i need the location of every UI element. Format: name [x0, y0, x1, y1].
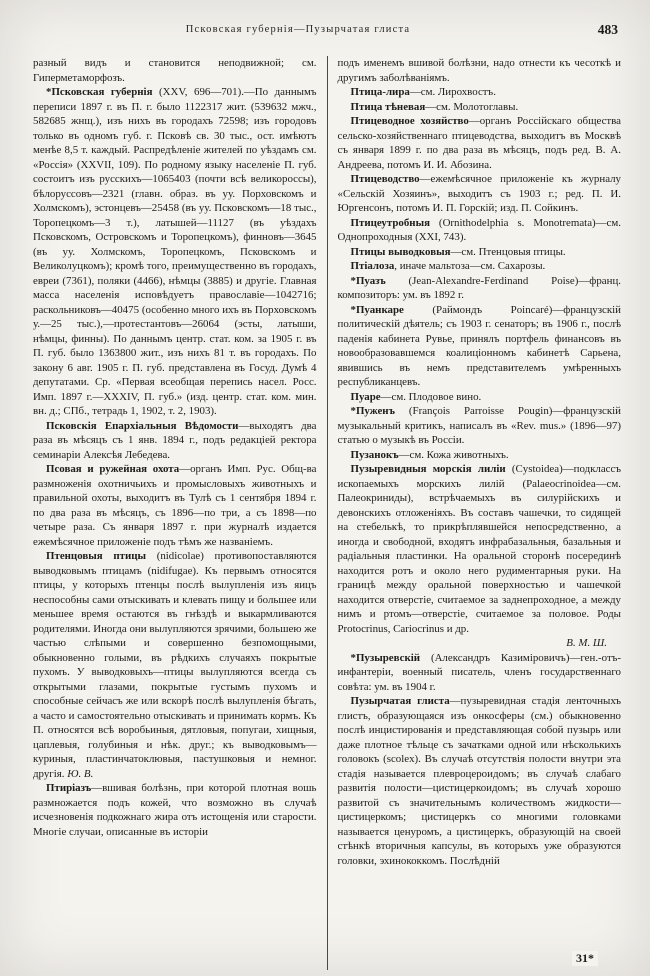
entry-paragraph: *Пуженъ (François Parroisse Pougin)—французскій музыкальный критикъ, написалъ въ «Rev. mus.» (1896—97) статью о музыкѣ въ Россіи. [337, 405, 621, 446]
entry-term: Пузыревидныя морскія лиліи [350, 463, 506, 475]
entry-paragraph: Птиріазъ—вшивая болѣзнь, при которой плотная вошь размножается подъ кожей, что возможно въ случаѣ исчезновенія подкожнаго жира отъ истощенія или старости. Многіе случаи, описанные въ исторіи [33, 782, 317, 838]
text-columns [33, 56, 621, 970]
left-column [33, 56, 328, 970]
right-column [328, 56, 622, 970]
entry-paragraph: Псовая и ружейная охота—органъ Имп. Рус. Общ-ва размноженія охотничьихъ и промысловыхъ животныхъ и правильной охоты, выходитъ въ Тулѣ съ 1 сентября 1894 г. по два раза въ мѣсяцъ, съ 1896—по три, а съ 1898—по четыре раза. Съ января 1897 г. при журналѣ издается ежемѣсячное приложеніе подъ тѣмъ же названіемъ. [33, 463, 317, 548]
entry-term: Птицеводство [350, 173, 420, 185]
entry-term: Псовая и ружейная охота [46, 463, 180, 475]
page-number: 483 [597, 22, 618, 37]
author-initials: В. М. Ш. [566, 637, 607, 649]
entry-paragraph: *Пузыревскій (Александръ Казиміровичъ)—ген.-отъ-инфантеріи, военный писатель, членъ государственнаго совѣта: ум. въ 1904 г. [337, 651, 621, 693]
entry-term: Птиріазъ [46, 782, 92, 794]
entry-term: Пуаре [350, 390, 381, 403]
author-initials: Ю. В. [64, 767, 94, 780]
printers-signature-mark: 31* [572, 951, 598, 966]
continuation-paragraph: разный видъ и становится неподвижной; см. Гиперметаморфозъ. [33, 57, 317, 84]
entry-term: Птица-лира [350, 86, 410, 98]
entry-paragraph: *Пуазъ (Jean-Alexandre-Ferdinand Poise)—франц. композиторъ: ум. въ 1892 г. [337, 274, 621, 301]
entry-term: *Пуанкаре [350, 303, 404, 316]
entry-paragraph: Пуаре—см. Плодовое вино. [350, 390, 482, 403]
entry-paragraph: Пузанокъ—см. Кожа животныхъ. [350, 448, 509, 461]
entry-term: *Пуженъ [350, 405, 395, 417]
entry-paragraph: Птіалоза, иначе мальтоза—см. Сахарозы. [350, 260, 546, 272]
running-title: Псковская губернія—Пузырчатая глиста [185, 24, 411, 35]
entry-paragraph: Птицеводство—ежемѣсячное приложеніе къ журналу «Сельскій Хозяинъ», выходитъ съ 1903 г.; ред. П. И. Юргенсонъ, потомъ И. П. Горскій; изд. П. Сойкинъ. [337, 173, 621, 214]
entry-term: Птицеводное хозяйство [350, 115, 469, 127]
entry-paragraph: Птицеутробныя (Ornithodelphia s. Monotremata)—см. Однопроходныя (XXI, 743). [337, 216, 621, 243]
entry-paragraph: Птица тѣневая—см. Молотоглавы. [350, 100, 519, 113]
entry-term: Птицеутробныя [350, 216, 430, 229]
entry-term: Птіалоза [350, 260, 395, 272]
entry-term: Птенцовыя птицы [46, 550, 147, 562]
entry-term: Пузанокъ [350, 448, 399, 461]
entry-term: Птица тѣневая [350, 100, 426, 113]
entry-paragraph: Пузыревидныя морскія лиліи (Cystoidea)—подклассъ ископаемыхъ морскихъ лилій (Palaeocrinoidea—см. Палеокриниды), встрѣчаемыхъ въ силурійскихъ и девонскихъ отложеніяхъ. Въ составъ чашечки, то сидящей на стебелькѣ, то прикрѣплявшейся непосредственно, а иногда и свободной, входятъ инфрабазальныя, базальныя и радіальныя пластинки. На оральной сторонѣ посерединѣ находится ротъ и около него рудиментарныя руки. На границѣ между оральной поверхностью и чашечкой находится отверстіе, считаемое за заднепроходное, а между нимъ и ртомъ—отверстіе, считаемое за половое. Роды Protocrinus, Cariocrinus и др. [337, 463, 621, 635]
entry-paragraph: Пузырчатая глиста—пузыревидная стадія ленточныхъ глистъ, образующаяся изъ онкосферы (см.) обыкновенно послѣ инцистированія и представляющая собой пузырь или даже плотное тѣльце съ зачатками одной или нѣсколькихъ головокъ (scolex). Въ случаѣ отсутствія полости внутри эта стадія называется плевроцероидомъ; въ случаѣ слабаго развитія полости—цистицеркоидомъ; въ случаѣ хорошо развитой съ значительнымъ количествомъ жидкости—цистицеркомъ; цистицеркъ со многими головками называется ценуромъ, а цистицеркъ, образующій на своей стѣнкѣ вторичныя капсулы, въ которыхъ уже образуются головки, эхинококкомъ. Послѣдній [337, 695, 621, 867]
entry-paragraph: Птица-лира—см. Лирохвостъ. [350, 86, 496, 98]
entry-term: *Псковская губернія [46, 86, 153, 98]
entry-paragraph: *Псковская губернія (XXV, 696—701).—По даннымъ переписи 1897 г. въ П. г. было 1122317 жит. (539632 мжч., 582685 жнщ.), изъ нихъ въ городахъ 72598; изъ городовъ только въ одномъ губ. г. Псковѣ св. 30 тыс., ост. имѣютъ менѣе 8,5 т. каждый. Распредѣленіе жителей по уѣздамъ см. «Россія» (XXVII, 109). По родному языку населеніе П. губ. состоитъ изъ русскихъ—1065403 (почти всѣ великороссы), бѣлоруссовъ—2321 (главн. образ. въ уу. Порховскомъ и Холмскомъ), эстонцевъ—25458 (въ уу. Псковскомъ—18 тыс., Торопецкомъ—3 т.), латышей—11127 (въ уѣздахъ Псковскомъ, Островскомъ и Торопецкомъ), финновъ—3645 (въ уу. Холмскомъ, Торопецкомъ, Псковскомъ и Великолуцкомъ); кромѣ того, преимущественно въ городахъ, евреи (7361), поляки (4466), нѣмцы (3885) и другіе. Главная масса населенія исповѣдуетъ православіе—1042716; раскольниковъ—40475 (особенно много ихъ въ Порховскомъ у.—25 тыс.),—протестантовъ—26064 (эсты, латыши, нѣмцы, финны). По даннымъ центр. стат. ком. за 1905 г. въ П. губ. было 1363800 жит., изъ нихъ 81 т. въ городахъ. По закону 6 авг. 1905 г. П. губ. представлена въ Госуд. Думѣ 4 депутатами. Ср. «Первая всеобщая перепись насел. Росс. Имп. 1897 г.—XXXIV, П. губ.» (изд. центр. стат. ком. мин. вн. д.; СПб., тетрадь 1, 1902, т. 2, 1903). [33, 86, 317, 417]
entry-term: Псковскія Епархіальныя Вѣдомости [46, 419, 239, 432]
entry-term: *Пузыревскій [350, 651, 421, 664]
entry-term: Пузырчатая глиста [350, 695, 450, 707]
entry-paragraph: Псковскія Епархіальныя Вѣдомости—выходятъ два раза въ мѣсяцъ съ 1 янв. 1894 г., подъ редакціей ректора семинаріи Алексѣя Лебедева. [33, 419, 317, 461]
continuation-paragraph: подъ именемъ вшивой болѣзни, надо отнести къ чесоткѣ и другимъ заболѣваніямъ. [337, 57, 621, 84]
entry-term: *Пуазъ [350, 274, 386, 287]
entry-paragraph: Птенцовыя птицы (nidicolae) противопоставляются выводковымъ птицамъ (nidifugae). Къ первымъ относятся птицы, у которыхъ птенцы послѣ вылупленія изъ яицъ неспособны сами отыскивать и клевать пищу и большее или меньшее время остаются въ гнѣздѣ и выкармливаются родителями. Иногда они вылупляются зрячими, большею же частью слѣпыми и совершенно безпомощными, обыкновенно голыми, въ рѣдкихъ случаяхъ покрытые пухомъ. У выводковыхъ—птицы вылупляются всегда съ открытыми глазами, покрытые густымъ пухомъ и способные сейчасъ же или вскорѣ послѣ вылупленія бѣгать, а часто и самостоятельно отыскивать и принимать кормъ. Къ П. относятся всѣ воробьиныя, дятловыя, попугаи, хищныя, цаплевыя, голубиныя и нѣк. друг.; къ выводковымъ—куриныя, пластинчатоклювыя, пастушковыя и немног. другія. Ю. В. [33, 550, 317, 780]
page-header [36, 24, 620, 44]
entry-paragraph: Птицеводное хозяйство—органъ Россійскаго общества сельско-хозяйственнаго птицеводства, выходитъ въ Москвѣ съ января 1899 г. по два раза въ мѣсяцъ, подъ ред. В. А. Андреева, потомъ И. И. Абозина. [337, 115, 621, 171]
entry-paragraph: *Пуанкаре (Раймондъ Poincaré)—французскій политическій дѣятель; съ 1903 г. сенаторъ; въ 1906 г., послѣ паденія кабинета Рувье, принялъ портфель финансовъ въ новообразовавшемся коалиціонномъ кабинетѣ Сарьена, явившись въ немъ представителемъ умѣренныхъ республиканцевъ. [337, 303, 621, 388]
entry-paragraph: Птицы выводковыя—см. Птенцовыя птицы. [350, 245, 566, 258]
entry-term: Птицы выводковыя [350, 245, 451, 258]
